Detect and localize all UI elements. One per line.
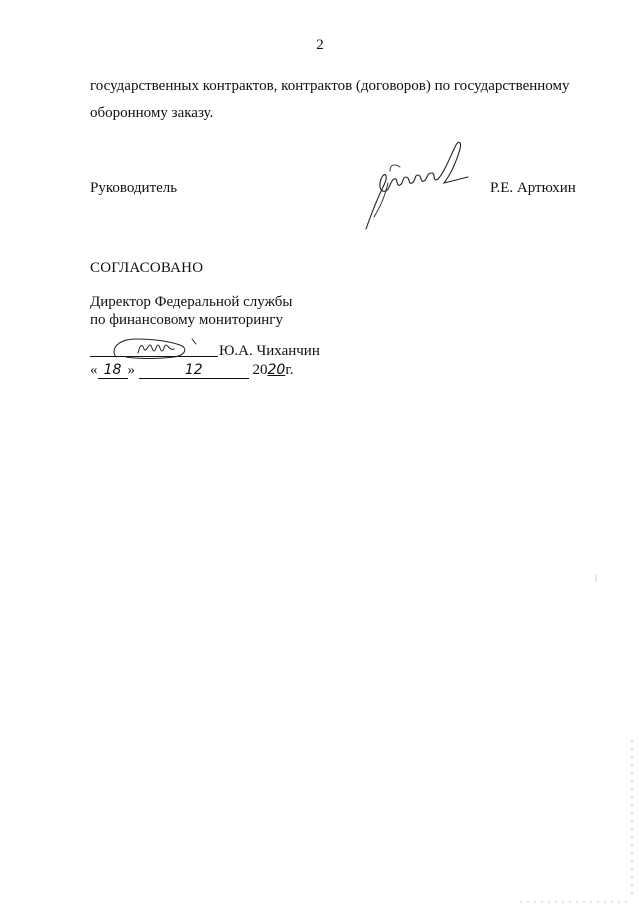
date-year-suffix: 20 [267, 362, 286, 378]
body-text-line-2: оборонному заказу. [90, 105, 214, 121]
date-day: 18 [103, 362, 122, 378]
date-open-quote: « [90, 362, 98, 378]
head-role: Руководитель [90, 180, 178, 196]
approval-position-line-2: по финансовому мониторингу [90, 312, 283, 328]
approval-position-line-1: Директор Федеральной службы [90, 294, 293, 310]
approval-heading: СОГЛАСОВАНО [90, 260, 204, 276]
head-name: Р.Е. Артюхин [490, 180, 576, 196]
date-year-prefix: 20 [252, 362, 268, 378]
body-text-line-1: государственных контрактов, контрактов (договоров) по государственному [90, 78, 570, 94]
date-month: 12 [184, 362, 203, 378]
approval-name: Ю.А. Чиханчин [219, 343, 320, 359]
page-number: 2 [316, 37, 324, 53]
date-close-quote: » [127, 362, 135, 378]
date-year-end: г. [285, 362, 294, 378]
